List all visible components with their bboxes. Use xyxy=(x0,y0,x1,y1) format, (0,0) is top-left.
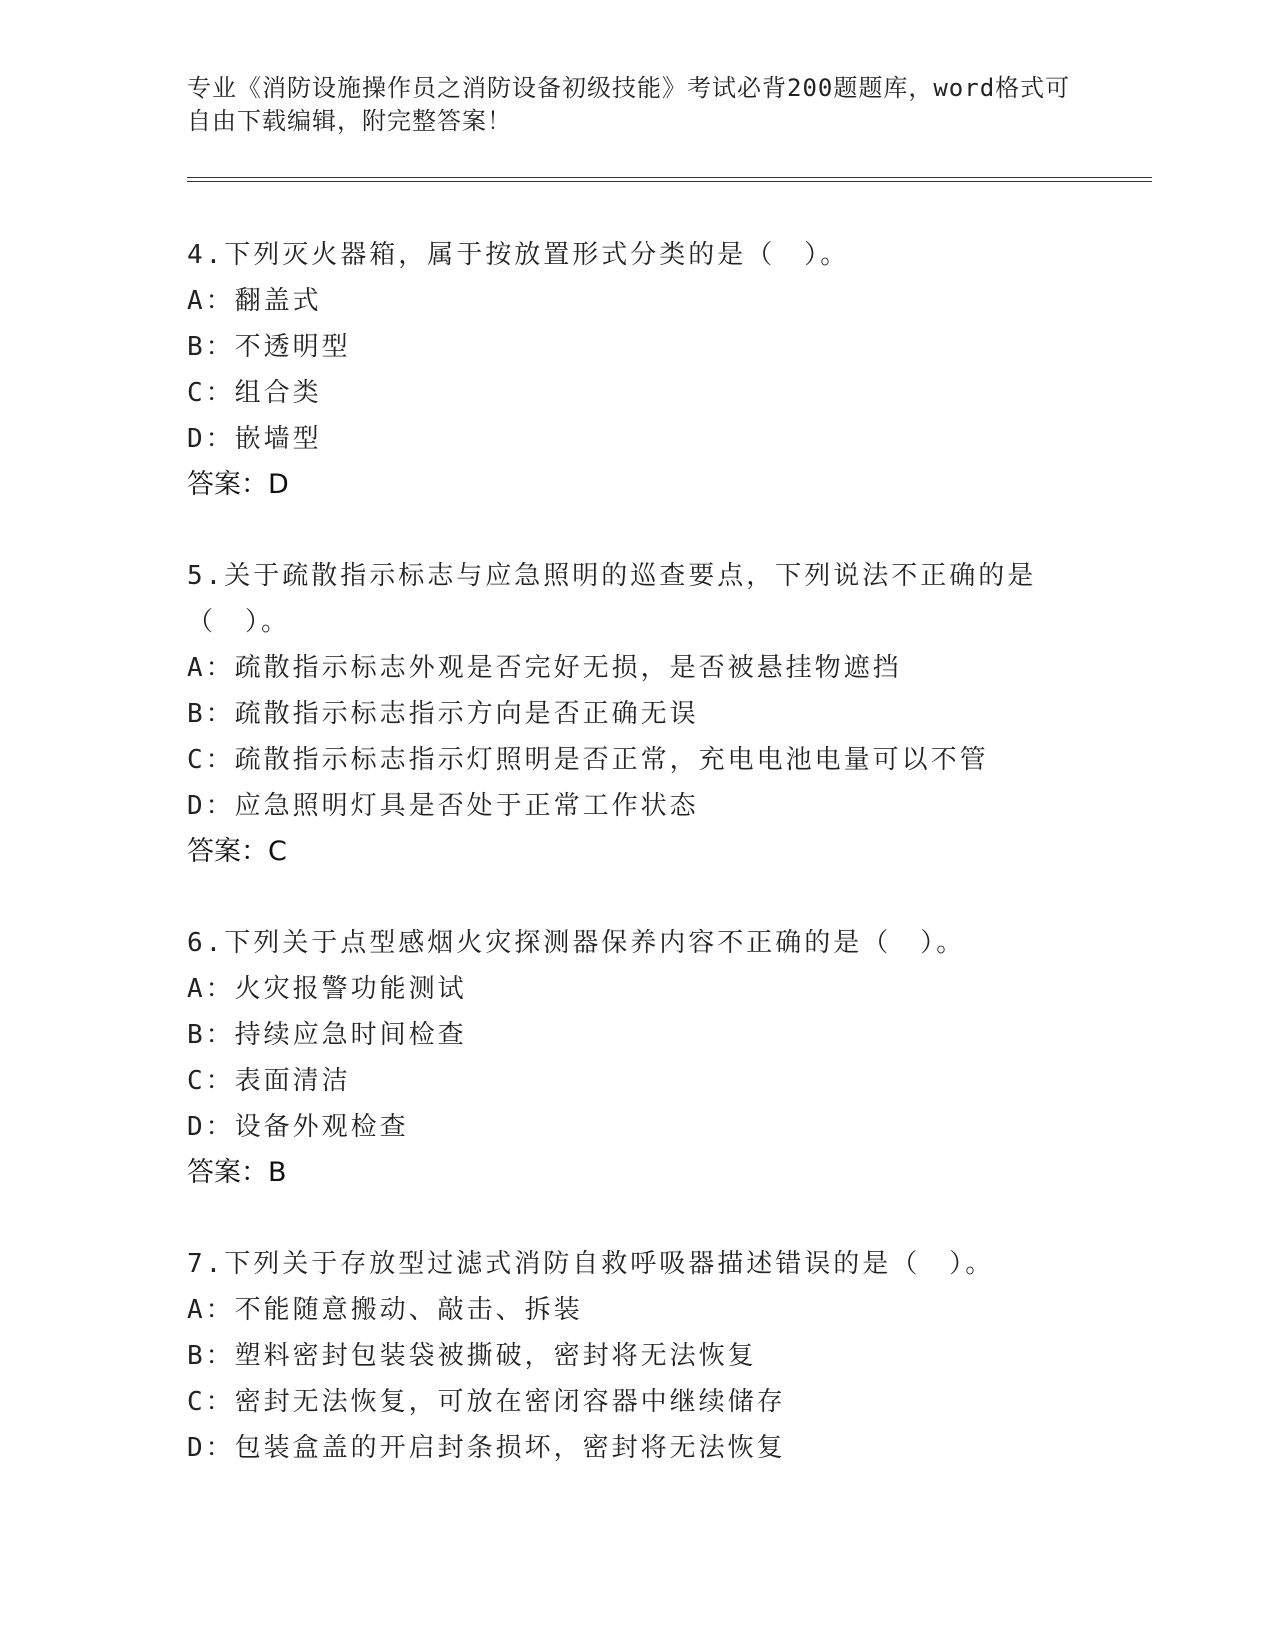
option-d: D：嵌墙型 xyxy=(187,424,322,454)
option-d: D：应急照明灯具是否处于正常工作状态 xyxy=(187,791,699,821)
option-b: B：疏散指示标志指示方向是否正确无误 xyxy=(187,699,699,729)
document-header xyxy=(187,72,1087,138)
question-4 xyxy=(187,232,1087,508)
header-double-rule xyxy=(187,177,1152,182)
option-c: C：组合类 xyxy=(187,378,322,408)
option-a: A：不能随意搬动、敲击、拆装 xyxy=(187,1295,583,1325)
option-c: C：密封无法恢复，可放在密闭容器中继续储存 xyxy=(187,1387,786,1417)
option-c: C：疏散指示标志指示灯照明是否正常，充电电池电量可以不管 xyxy=(187,745,989,775)
question-6 xyxy=(187,920,1087,1196)
question-7 xyxy=(187,1241,1087,1471)
option-a: A：火灾报警功能测试 xyxy=(187,974,467,1004)
question-text: 4.下列灭火器箱，属于按放置形式分类的是（ ）。 xyxy=(187,240,850,270)
option-b: B：持续应急时间检查 xyxy=(187,1020,467,1050)
question-text: 7.下列关于存放型过滤式消防自救呼吸器描述错误的是（ ）。 xyxy=(187,1249,995,1279)
option-a: A：疏散指示标志外观是否完好无损，是否被悬挂物遮挡 xyxy=(187,653,902,683)
header-line-2: 自由下载编辑，附完整答案！ xyxy=(187,107,512,135)
question-5 xyxy=(187,553,1087,875)
option-c: C：表面清洁 xyxy=(187,1066,351,1096)
option-d: D：设备外观检查 xyxy=(187,1112,409,1142)
option-b: B：塑料密封包装袋被撕破，密封将无法恢复 xyxy=(187,1341,757,1371)
answer: 答案：B xyxy=(187,1157,287,1188)
option-a: A：翻盖式 xyxy=(187,286,322,316)
header-line-1: 专业《消防设施操作员之消防设备初级技能》考试必背200题题库，word格式可 xyxy=(187,74,1071,102)
question-list xyxy=(187,232,1087,1516)
answer: 答案：D xyxy=(187,469,289,500)
question-text: 6.下列关于点型感烟火灾探测器保养内容不正确的是（ ）。 xyxy=(187,928,966,958)
option-d: D：包装盒盖的开启封条损坏，密封将无法恢复 xyxy=(187,1433,786,1463)
answer: 答案：C xyxy=(187,836,287,867)
question-text: 5.关于疏散指示标志与应急照明的巡查要点，下列说法不正确的是（ ）。 xyxy=(187,561,1037,637)
option-b: B：不透明型 xyxy=(187,332,351,362)
